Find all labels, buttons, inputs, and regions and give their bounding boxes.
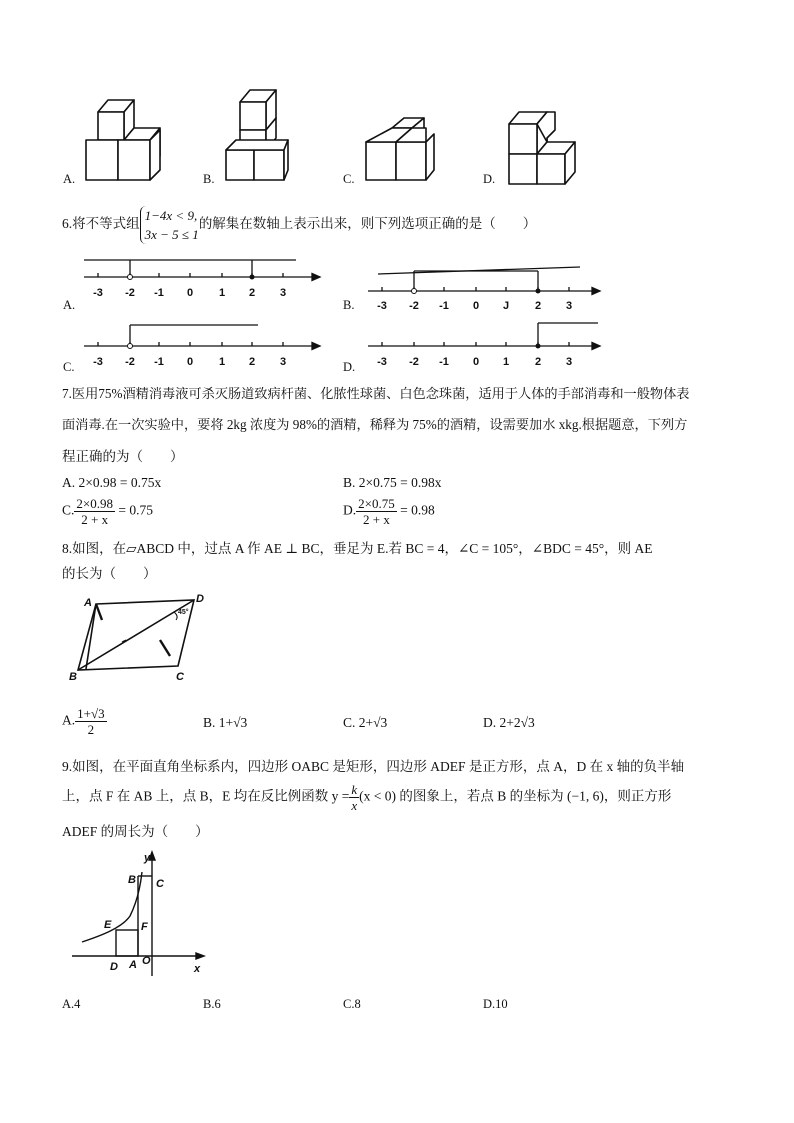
tick-label: -3 bbox=[377, 300, 387, 312]
q8-option-b: B. 1+√3 bbox=[203, 715, 248, 730]
point-label-o: O bbox=[142, 955, 151, 967]
q9-line-3: ADEF 的周长为（ ） bbox=[62, 824, 209, 839]
q6-option-a-label: A. bbox=[63, 298, 76, 312]
q9-line-1: 9.如图，在平面直角坐标系内，四边形 OABC 是矩形，四边形 ADEF 是正方形，点 A，D 在 x 轴的负半轴 bbox=[62, 759, 685, 774]
q7-line-3: 程正确的为（ ） bbox=[62, 449, 184, 464]
q8-option-c: C. 2+√3 bbox=[343, 715, 388, 730]
angle-label: 45° bbox=[178, 609, 189, 616]
fraction-numerator: 2×0.98 bbox=[76, 496, 113, 511]
q8-option-d: D. 2+2√3 bbox=[483, 715, 535, 730]
point-label-e: E bbox=[104, 919, 112, 931]
q8-line-2: 的长为（ ） bbox=[62, 566, 157, 581]
point-label-c: C bbox=[156, 878, 164, 890]
tick-label: -3 bbox=[93, 356, 103, 368]
tick-label: 1 bbox=[218, 356, 226, 368]
q7-option-d bbox=[343, 496, 435, 527]
number-line-d bbox=[364, 318, 604, 368]
q7-option-a: A. 2×0.98 = 0.75x bbox=[62, 475, 162, 490]
tick-label: J bbox=[502, 300, 510, 312]
q6-option-b-label: B. bbox=[343, 298, 355, 312]
q6-inequality-system bbox=[140, 206, 199, 244]
point-label-a: A bbox=[129, 959, 137, 971]
q9-option-c: C.8 bbox=[343, 997, 361, 1011]
cube-figure-d bbox=[505, 108, 605, 208]
tick-label: -2 bbox=[125, 287, 135, 299]
q7-line-1: 7.医用75%酒精消毒液可杀灭肠道致病杆菌、化脓性球菌、白色念珠菌，适用于人体的手部消毒和一般物体表 bbox=[62, 386, 690, 401]
fraction-denominator: 2 + x bbox=[81, 512, 109, 527]
q8-line-1: 8.如图，在▱ABCD 中，过点 A 作 AE ⊥ BC，垂足为 E.若 BC = 4，∠C = 105°，∠BDC = 45°，则 AE bbox=[62, 541, 653, 556]
q7-option-d-label: D. bbox=[343, 502, 357, 518]
axis-label-y: y bbox=[144, 852, 151, 864]
vertex-label-c: C bbox=[176, 671, 184, 683]
tick-label: 0 bbox=[186, 287, 194, 299]
tick-label: -2 bbox=[409, 300, 419, 312]
q5-option-d-label: D. bbox=[483, 172, 496, 186]
tick-label: 0 bbox=[472, 356, 480, 368]
point-label-d: D bbox=[110, 961, 118, 973]
q6-stem bbox=[62, 206, 536, 244]
tick-label: 2 bbox=[248, 287, 256, 299]
fraction-denominator: 2 bbox=[87, 722, 95, 737]
cube-figure-c bbox=[362, 112, 462, 212]
tick-label: 2 bbox=[534, 300, 542, 312]
coordinate-figure bbox=[70, 850, 210, 980]
tick-label: 0 bbox=[472, 300, 480, 312]
tick-label: -2 bbox=[125, 356, 135, 368]
q8-option-a bbox=[62, 706, 107, 737]
tick-label: -2 bbox=[409, 356, 419, 368]
tick-label: -3 bbox=[93, 287, 103, 299]
q9-option-a: A.4 bbox=[62, 997, 81, 1011]
q6-suffix: 的解集在数轴上表示出来，则下列选项正确的是（ ） bbox=[198, 216, 537, 232]
q8-option-a-fraction bbox=[75, 706, 106, 737]
q7-option-c-label: C. bbox=[62, 502, 75, 518]
q6-option-c-label: C. bbox=[63, 360, 75, 374]
q7-option-c bbox=[62, 496, 153, 527]
q7-option-b: B. 2×0.75 = 0.98x bbox=[343, 475, 442, 490]
tick-label: 2 bbox=[248, 356, 256, 368]
tick-label: 3 bbox=[565, 300, 573, 312]
tick-label: -1 bbox=[439, 356, 449, 368]
tick-label: 3 bbox=[279, 356, 287, 368]
q8-option-a-label: A. bbox=[62, 712, 76, 728]
q9-option-b: B.6 bbox=[203, 997, 221, 1011]
tick-label: 3 bbox=[565, 356, 573, 368]
q9-line-2 bbox=[62, 782, 671, 813]
number-line-b bbox=[364, 262, 604, 312]
fraction-numerator: 2×0.75 bbox=[358, 496, 395, 511]
q5-option-b-label: B. bbox=[203, 172, 215, 186]
cube-figure-b bbox=[222, 88, 322, 188]
axis-label-x: x bbox=[194, 963, 201, 975]
point-label-b: B bbox=[128, 874, 136, 886]
tick-label: -3 bbox=[377, 356, 387, 368]
tick-label: 1 bbox=[218, 287, 226, 299]
q7-line-2: 面消毒.在一次实验中，要将 2kg 浓度为 98%的酒精，稀释为 75%的酒精，设需要加水 xkg.根据题意，下列方 bbox=[62, 417, 688, 432]
q9-function-fraction bbox=[349, 782, 359, 813]
point-label-f: F bbox=[141, 921, 148, 933]
fraction-numerator: 1+√3 bbox=[77, 706, 105, 721]
q6-inequality-2: 3x − 5 ≤ 1 bbox=[144, 227, 199, 242]
q5-option-a-label: A. bbox=[63, 172, 76, 186]
fraction-numerator: k bbox=[351, 782, 358, 797]
number-line-c bbox=[80, 320, 320, 370]
parallelogram-figure bbox=[66, 590, 216, 690]
tick-label: -1 bbox=[154, 287, 164, 299]
tick-label: -1 bbox=[439, 300, 449, 312]
q7-option-d-rhs: = 0.98 bbox=[400, 502, 435, 518]
q6-prefix: 6.将不等式组 bbox=[62, 216, 140, 232]
vertex-label-d: D bbox=[196, 593, 204, 605]
vertex-label-b: B bbox=[69, 671, 77, 683]
tick-label: 0 bbox=[186, 356, 194, 368]
cube-figure-a bbox=[82, 92, 182, 192]
fraction-denominator: x bbox=[351, 798, 358, 813]
q9-line-2-prefix: 上，点 F 在 AB 上，点 B，E 均在反比例函数 y = bbox=[62, 788, 350, 804]
q7-option-d-fraction bbox=[356, 496, 397, 527]
tick-label: 1 bbox=[502, 356, 510, 368]
fraction-denominator: 2 + x bbox=[363, 512, 390, 527]
q9-line-2-suffix: (x < 0) 的图象上，若点 B 的坐标为 (−1, 6)，则正方形 bbox=[359, 788, 672, 804]
tick-label: 3 bbox=[279, 287, 287, 299]
q7-option-c-rhs: = 0.75 bbox=[118, 502, 153, 518]
number-line-a bbox=[80, 255, 320, 305]
q6-option-d-label: D. bbox=[343, 360, 356, 374]
tick-label: 2 bbox=[534, 356, 542, 368]
q6-inequality-1: 1−4x < 9, bbox=[144, 208, 198, 223]
tick-label: -1 bbox=[154, 356, 164, 368]
q7-option-c-fraction bbox=[74, 496, 115, 527]
q9-option-d: D.10 bbox=[483, 997, 508, 1011]
vertex-label-a: A bbox=[84, 597, 92, 609]
q5-option-c-label: C. bbox=[343, 172, 355, 186]
